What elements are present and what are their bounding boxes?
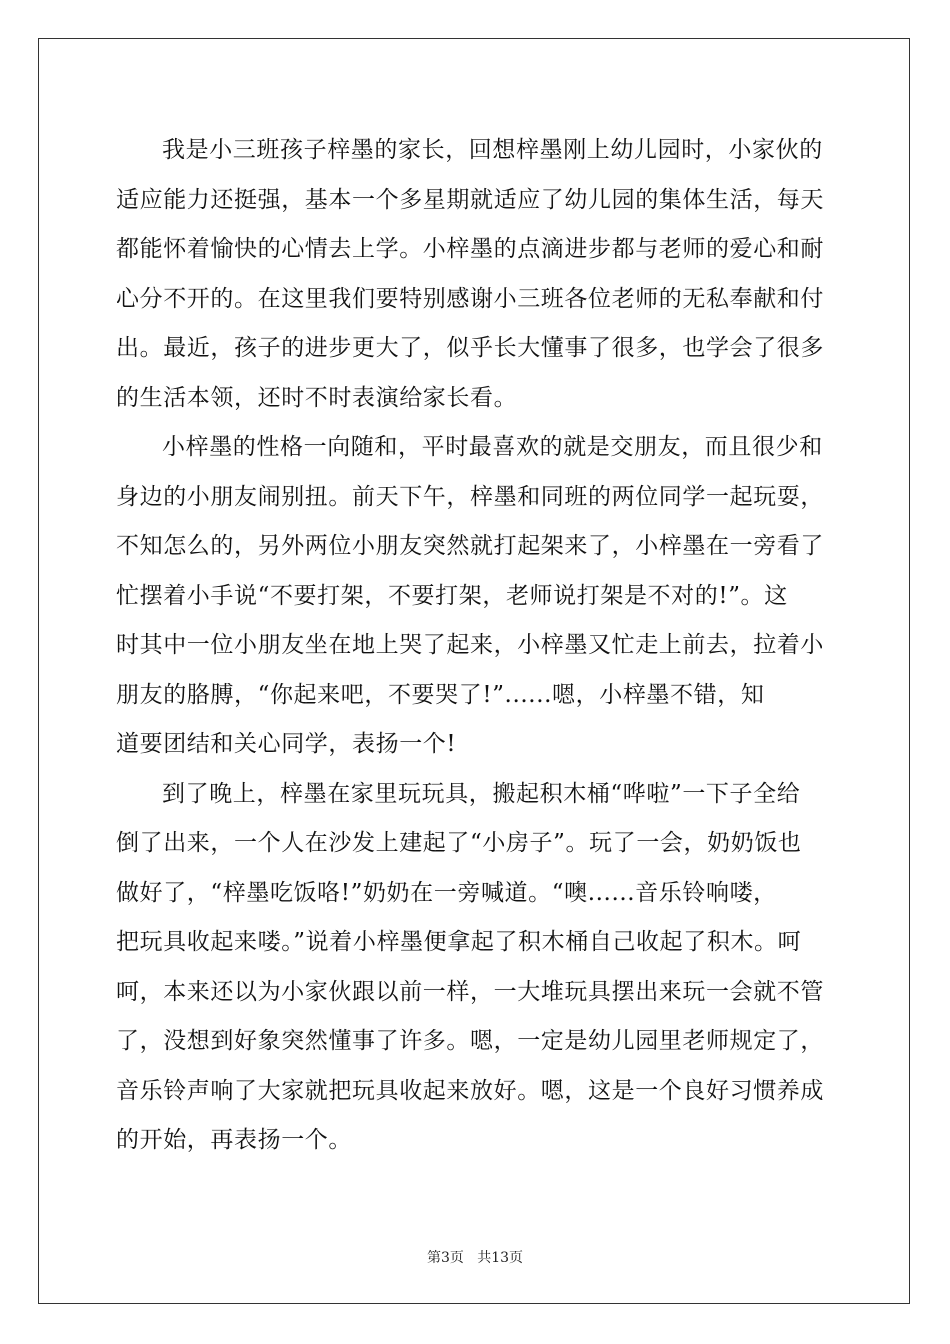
paragraph-1	[116, 126, 836, 423]
text-line: 我是小三班孩子梓墨的家长，回想梓墨刚上幼儿园时，小家伙的	[162, 137, 823, 163]
text-line: 音乐铃声响了大家就把玩具收起来放好。嗯，这是一个良好习惯养成	[116, 1077, 824, 1104]
document-body	[116, 126, 836, 1166]
text-line: 都能怀着愉快的心情去上学。小梓墨的点滴进步都与老师的爱心和耐	[116, 236, 824, 262]
text-line: 朋友的胳膊，“你起来吧，不要哭了!”......嗯，小梓墨不错，知	[116, 681, 765, 708]
text-line: 时其中一位小朋友坐在地上哭了起来，小梓墨又忙走上前去，拉着小	[116, 632, 824, 658]
text-line: 到了晚上，梓墨在家里玩玩具，搬起积木桶“哗啦”一下子全给	[162, 780, 801, 807]
text-line: 小梓墨的性格一向随和，平时最喜欢的就是交朋友，而且很少和	[162, 434, 823, 460]
text-line: 心分不开的。在这里我们要特别感谢小三班各位老师的无私奉献和付	[116, 285, 824, 312]
text-line: 的开始，再表扬一个。	[116, 1127, 352, 1153]
text-line: 身边的小朋友闹别扭。前天下午，梓墨和同班的两位同学一起玩耍，	[116, 483, 824, 510]
text-line: 倒了出来，一个人在沙发上建起了“小房子”。玩了一会，奶奶饭也	[116, 830, 802, 856]
paragraph-2	[116, 423, 836, 770]
text-line: 了，没想到好象突然懂事了许多。嗯，一定是幼儿园里老师规定了，	[116, 1028, 824, 1054]
text-line: 忙摆着小手说“不要打架，不要打架，老师说打架是不对的!”。这	[116, 582, 788, 609]
text-line: 把玩具收起来喽。”说着小梓墨便拿起了积木桶自己收起了积木。呵	[116, 929, 802, 955]
text-line: 的生活本领，还时不时表演给家长看。	[116, 384, 518, 411]
text-line: 适应能力还挺强，基本一个多星期就适应了幼儿园的集体生活，每天	[116, 186, 824, 213]
paragraph-3	[116, 770, 836, 1166]
text-line: 不知怎么的，另外两位小朋友突然就打起架来了，小梓墨在一旁看了	[116, 533, 824, 559]
text-line: 呵，本来还以为小家伙跟以前一样，一大堆玩具摆出来玩一会就不管	[116, 978, 824, 1005]
text-line: 出。最近，孩子的进步更大了，似乎长大懂事了很多，也学会了很多	[116, 335, 824, 361]
page-footer: 第3页 共13页	[426, 1250, 524, 1266]
text-line: 做好了，“梓墨吃饭咯!”奶奶在一旁喊道。“噢......音乐铃响喽，	[116, 879, 777, 906]
text-line: 道要团结和关心同学，表扬一个!	[116, 731, 457, 757]
